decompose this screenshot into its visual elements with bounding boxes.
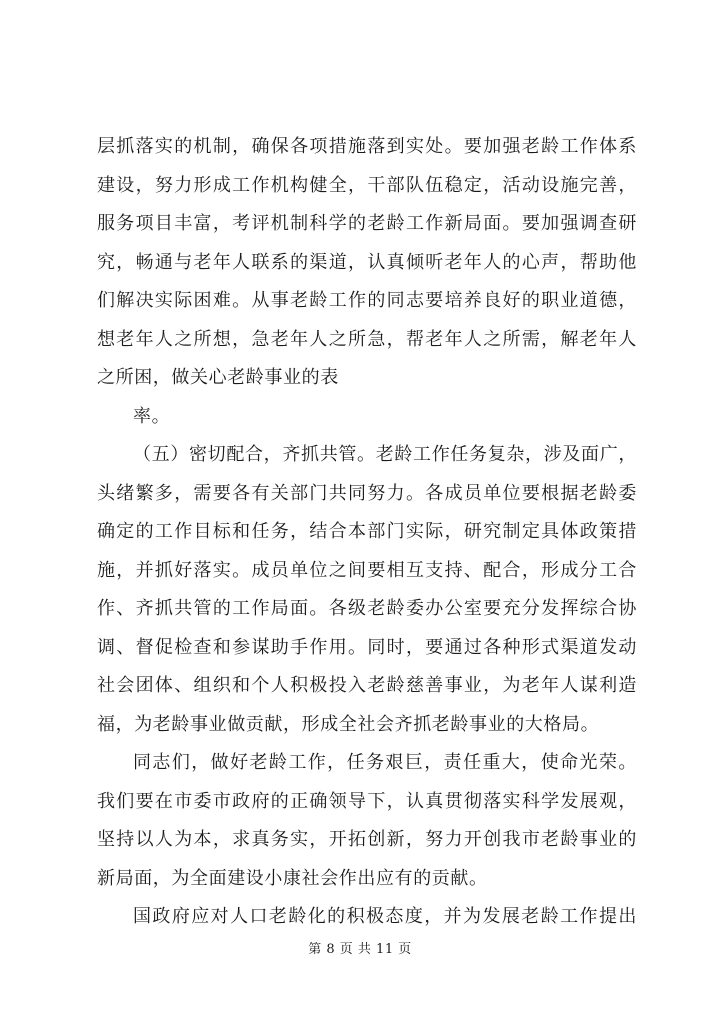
text-line: （五）密切配合，齐抓共管。老龄工作任务复杂，涉及面广， xyxy=(133,444,637,465)
text-line: 社会团体、组织和个人积极投入老龄慈善事业，为老年人谋利造 xyxy=(97,675,637,696)
text-line: 之所困，做关心老龄事业的表 xyxy=(97,367,339,388)
text-line: 施，并抓好落实。成员单位之间要相互支持、配合，形成分工合 xyxy=(97,559,637,581)
text-line: 作、齐抓共管的工作局面。各级老龄委办公室要充分发挥综合协 xyxy=(97,598,637,619)
text-line: 服务项目丰富，考评机制科学的老龄工作新局面。要加强调查研 xyxy=(97,213,637,234)
text-line: 头绪繁多，需要各有关部门共同努力。各成员单位要根据老龄委 xyxy=(97,482,637,504)
text-line: 建设，努力形成工作机构健全，干部队伍稳定，活动设施完善， xyxy=(97,174,637,196)
text-line: 同志们，做好老龄工作，任务艰巨，责任重大，使命光荣。 xyxy=(133,752,637,773)
page-number: 第 8 页 共 11 页 xyxy=(308,942,412,957)
text-line: 究，畅通与老年人联系的渠道，认真倾听老年人的心声，帮助他 xyxy=(97,251,637,273)
text-line: 调、督促检查和参谋助手作用。同时，要通过各种形式渠道发动 xyxy=(97,636,637,658)
text-line: 确定的工作目标和任务，结合本部门实际，研究制定具体政策措 xyxy=(97,521,637,542)
body-text xyxy=(97,128,637,937)
text-line: 率。 xyxy=(133,405,171,427)
text-line: 新局面，为全面建设小康社会作出应有的贡献。 xyxy=(97,867,488,889)
text-line: 们解决实际困难。从事老龄工作的同志要培养良好的职业道德， xyxy=(97,290,637,311)
text-line: 福，为老龄事业做贡献，形成全社会齐抓老龄事业的大格局。 xyxy=(97,713,600,735)
text-line: 想老年人之所想，急老年人之所急，帮老年人之所需，解老年人 xyxy=(97,328,637,350)
text-line: 层抓落实的机制，确保各项措施落到实处。要加强老龄工作体系 xyxy=(97,136,637,157)
text-line: 国政府应对人口老龄化的积极态度，并为发展老龄工作提出 xyxy=(133,906,637,927)
page-footer xyxy=(0,938,720,957)
text-line: 坚持以人为本，求真务实，开拓创新，努力开创我市老龄事业的 xyxy=(97,829,637,850)
text-line: 我们要在市委市政府的正确领导下，认真贯彻落实科学发展观， xyxy=(97,790,637,812)
